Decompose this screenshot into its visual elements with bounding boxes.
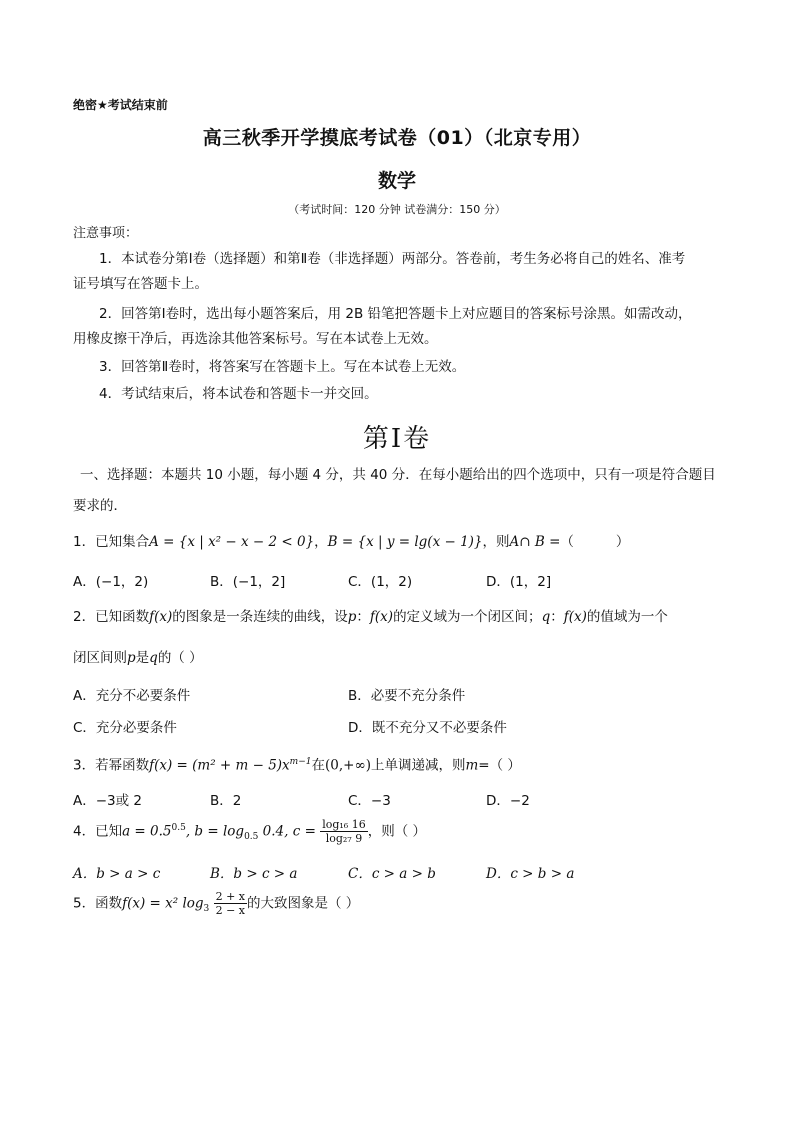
q3-option-c: C．−3 xyxy=(348,793,391,809)
q2-q-2: q xyxy=(149,650,158,666)
q2-fx-3: f(x) xyxy=(563,609,587,625)
q4-prefix: 4．已知 xyxy=(73,823,123,840)
q2-option-d: D．既不充分又不必要条件 xyxy=(348,720,507,736)
q1-prefix: 1．已知集合 xyxy=(73,534,150,550)
notice-item-2-cont: 用橡皮擦干净后，再选涂其他答案标号。写在本试卷上无效。 xyxy=(73,331,438,347)
notice-item-3: 3．回答第Ⅱ卷时，将答案写在答题卡上。写在本试卷上无效。 xyxy=(99,359,466,375)
notice-item-1: 1．本试卷分第Ⅰ卷（选择题）和第Ⅱ卷（非选择题）两部分。答卷前，考生务必将自己的姓名、准考 xyxy=(99,251,686,267)
notice-item-4: 4．考试结束后，将本试卷和答题卡一并交回。 xyxy=(99,386,378,402)
q5-base: 3 xyxy=(203,904,210,915)
q2-option-a: A．充分不必要条件 xyxy=(73,688,191,704)
q1-option-d: D．(1，2] xyxy=(486,574,552,590)
q4-b-base: 0.5 xyxy=(244,832,259,843)
q3-func: f(x) = (m² + m − 5)x xyxy=(149,757,290,774)
q3-end: =（ ） xyxy=(478,757,521,774)
q2-fx: f(x) xyxy=(149,609,173,625)
q4-fraction xyxy=(320,818,368,845)
subject-title: 数学 xyxy=(377,170,416,192)
q2-p: p xyxy=(347,609,357,625)
q2-option-c: C．充分必要条件 xyxy=(73,720,177,736)
section-instruction: 一、选择题：本题共 10 小题，每小题 4 分，共 40 分．在每小题给出的四个选项中，只有一项是符合题目 xyxy=(80,467,716,483)
q4-option-a: A．b > a > c xyxy=(73,866,161,882)
q4-denominator: log₂₇ 9 xyxy=(325,832,363,845)
q5-numerator: 2 + x xyxy=(215,890,245,903)
q2-q: q xyxy=(541,609,551,625)
question-1 xyxy=(73,532,629,552)
q3-prefix: 3．若幂函数 xyxy=(73,757,150,774)
q2-text-c: ： xyxy=(356,609,370,625)
q2-text-b: 的图象是一条连续的曲线，设 xyxy=(172,609,348,625)
q4-option-b: B．b > c > a xyxy=(210,866,298,882)
q1-option-c: C．(1，2) xyxy=(348,574,413,590)
q4-suffix: ，则（ ） xyxy=(367,823,426,840)
q2-text-h: 是 xyxy=(135,650,150,666)
q4-numerator: log₁₆ 16 xyxy=(322,818,366,831)
confidential-label: 绝密★考试结束前 xyxy=(73,98,168,112)
q2-text-a: 2．已知函数 xyxy=(73,609,150,625)
q5-fraction xyxy=(214,890,247,917)
notice-item-1-cont: 证号填写在答题卡上。 xyxy=(73,276,208,292)
q4-b: , b = log xyxy=(185,823,245,840)
q4-a-exponent: 0.5 xyxy=(171,823,186,833)
q3-option-a: A．−3或 2 xyxy=(73,793,143,809)
q3-option-b: B．2 xyxy=(210,793,242,809)
q5-suffix: 的大致图象是（ ） xyxy=(247,895,360,912)
q5-func: f(x) = x² log xyxy=(122,895,204,912)
q2-p-2: p xyxy=(127,650,136,666)
exam-info: （考试时间：120 分钟 试卷满分：150 分） xyxy=(288,203,506,216)
q1-option-b: B．(−1，2] xyxy=(210,574,286,590)
q2-option-b: B．必要不充分条件 xyxy=(348,688,466,704)
q1-paren-open: （ xyxy=(560,534,574,550)
notice-item-2: 2．回答第Ⅰ卷时，选出每小题答案后，用 2B 铅笔把答题卡上对应题目的答案标号涂黑。如需改动， xyxy=(99,306,692,322)
question-2-cont xyxy=(73,648,203,668)
section-instruction-cont: 要求的． xyxy=(73,498,127,514)
q2-fx-2: f(x) xyxy=(369,609,394,625)
question-5 xyxy=(73,890,359,919)
q5-prefix: 5．函数 xyxy=(73,895,123,912)
q2-text-e: ： xyxy=(550,609,564,625)
q1-suffix: ，则 xyxy=(482,534,510,550)
q4-option-c: C．c > a > b xyxy=(348,866,436,882)
q1-paren-close: ） xyxy=(615,534,630,550)
q2-text-f: 的值域为一个 xyxy=(586,609,668,625)
q5-denominator: 2 − x xyxy=(215,904,245,917)
question-2 xyxy=(73,607,668,627)
q3-exponent: m−1 xyxy=(289,757,312,767)
q1-option-a: A．(−1，2) xyxy=(73,574,149,590)
q2-text-d: 的定义域为一个闭区间； xyxy=(393,609,542,625)
q2-text-g: 闭区间则 xyxy=(73,650,127,666)
q4-option-d: D．c > b > a xyxy=(486,866,575,882)
page-title: 高三秋季开学摸底考试卷（01）（北京专用） xyxy=(202,127,592,149)
q3-mid: 在 xyxy=(311,757,325,774)
q1-expr: A∩ B = xyxy=(509,534,561,550)
question-4 xyxy=(73,818,426,847)
q3-m: m xyxy=(465,757,479,774)
q1-sep: ， xyxy=(314,534,328,550)
q3-option-d: D．−2 xyxy=(486,793,530,809)
q4-c: 0.4, c = xyxy=(258,823,316,840)
q2-text-i: 的（ ） xyxy=(157,650,203,666)
q3-suffix: 上单调递减，则 xyxy=(370,757,466,774)
notice-heading: 注意事项： xyxy=(73,226,139,241)
question-3 xyxy=(73,752,521,776)
q1-set-a: A = {x | x² − x − 2 < 0} xyxy=(149,534,315,550)
q1-set-b: B = {x | y = lg(x − 1)} xyxy=(327,534,483,550)
q3-interval: (0,+∞) xyxy=(324,757,371,774)
q4-a: a = 0.5 xyxy=(122,823,172,840)
part-one-title: 第Ⅰ卷 xyxy=(362,424,432,454)
